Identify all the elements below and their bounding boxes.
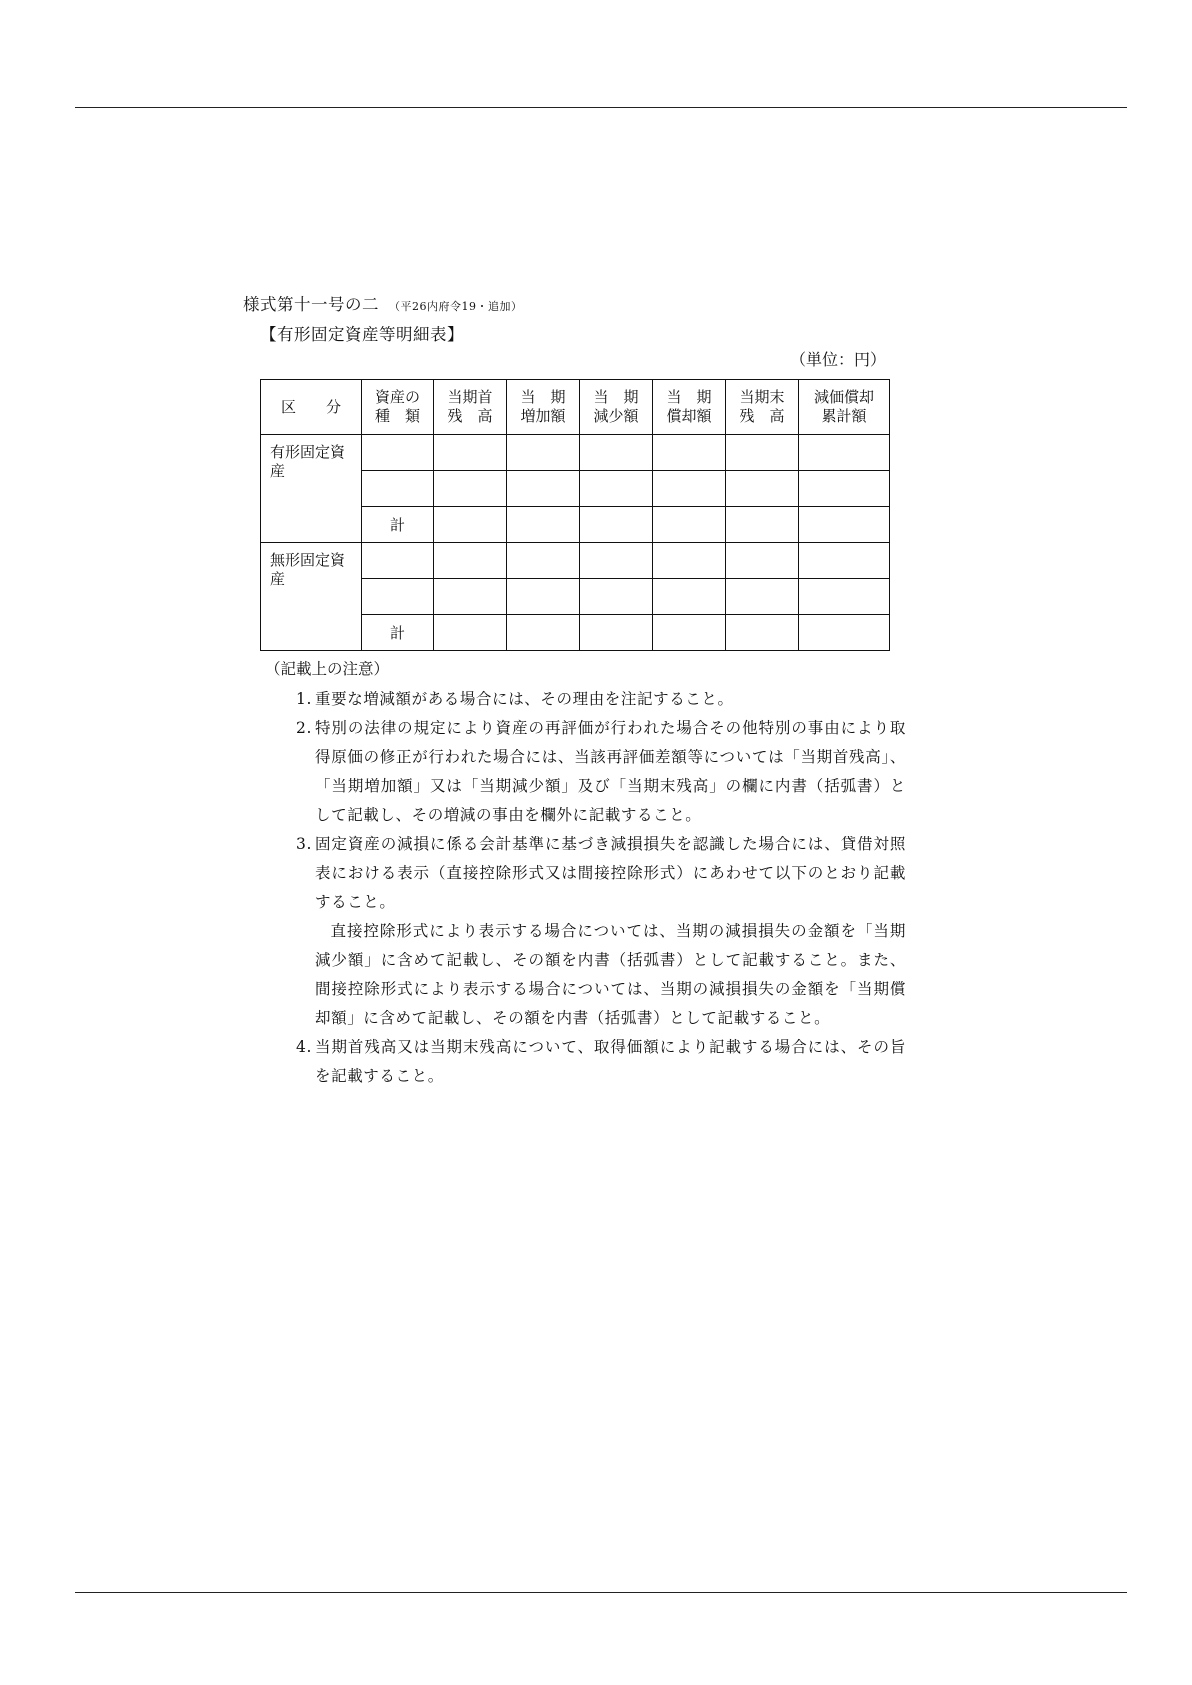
table-cell: [799, 615, 890, 651]
form-number: 様式第十一号の二: [243, 295, 379, 314]
note-text: 重要な増減額がある場合には、その理由を注記すること。: [315, 690, 734, 708]
table-cell: [653, 615, 726, 651]
note-number: 4.: [296, 1038, 312, 1056]
notes-title: （記載上の注意）: [265, 660, 390, 678]
note-item: [298, 714, 906, 830]
note-text: 特別の法律の規定により資産の再評価が行われた場合その他特別の事由により取得原価の修正が行われた場合には、当該再評価差額等については「当期首残高」、「当期増加額」又は「当期減少額」及び「当期末残高」の欄に内書（括弧書）として記載し、その増減の事由を欄外に記載すること。: [315, 719, 906, 824]
table-cell: [362, 543, 434, 579]
table-cell: [434, 579, 507, 615]
notes-list: [298, 685, 906, 1091]
header-opening-balance: 当期首 残 高: [434, 380, 507, 435]
table-cell: [799, 471, 890, 507]
header-closing-balance: 当期末 残 高: [726, 380, 799, 435]
table-row: [261, 435, 890, 471]
header-increase: 当 期 増加額: [507, 380, 580, 435]
form-number-line: [243, 291, 523, 315]
table-cell: [726, 435, 799, 471]
note-text: 当期首残高又は当期末残高について、取得価額により記載する場合には、その旨を記載すること。: [315, 1038, 906, 1085]
table-cell: [799, 579, 890, 615]
table-cell: [434, 435, 507, 471]
header-asset-type: 資産の 種 類: [362, 380, 434, 435]
table-cell: [726, 579, 799, 615]
header-row: [261, 380, 890, 435]
table-cell: [580, 471, 653, 507]
amendment-note: （平26内府令19・追加）: [389, 300, 523, 313]
header-accumulated-depreciation: 減価償却 累計額: [799, 380, 890, 435]
table-cell: [434, 507, 507, 543]
category-intangible: 無形固定資 産: [261, 543, 362, 651]
table-cell: [434, 615, 507, 651]
table-title: 【有形固定資産等明細表】: [260, 325, 464, 344]
footer-rule: [75, 1592, 1127, 1593]
header-decrease: 当 期 減少額: [580, 380, 653, 435]
table-cell: [580, 435, 653, 471]
table-cell: [362, 471, 434, 507]
note-item: [298, 830, 906, 1033]
table-cell: [726, 507, 799, 543]
note-text: 固定資産の減損に係る会計基準に基づき減損損失を認識した場合には、貸借対照表における表示（直接控除形式又は間接控除形式）にあわせて以下のとおり記載すること。: [315, 835, 906, 911]
table-cell: [580, 543, 653, 579]
table-cell: [580, 507, 653, 543]
table-cell: [726, 471, 799, 507]
table-cell: [653, 507, 726, 543]
table-cell: [799, 543, 890, 579]
table-row: [261, 543, 890, 579]
table-cell: [799, 435, 890, 471]
note-number: 1.: [296, 690, 312, 708]
table-cell: [726, 543, 799, 579]
table-cell: [507, 543, 580, 579]
note-number: 2.: [296, 719, 312, 737]
table-cell: [507, 615, 580, 651]
note-text-paragraph-2: 直接控除形式により表示する場合については、当期の減損損失の金額を「当期減少額」に含めて記載し、その額を内書（括弧書）として記載すること。また、間接控除形式により表示する場合については、当期の減損損失の金額を「当期償却額」に含めて記載し、その額を内書（括弧書）として記載すること。: [315, 922, 906, 1027]
table-cell: [580, 615, 653, 651]
note-number: 3.: [296, 835, 312, 853]
table-cell: [507, 471, 580, 507]
table-cell: [434, 471, 507, 507]
tangible-total-label: 計: [362, 507, 434, 543]
table-cell: [507, 435, 580, 471]
unit-label: （単位：円）: [790, 350, 887, 369]
table-cell: [434, 543, 507, 579]
intangible-total-label: 計: [362, 615, 434, 651]
table-cell: [580, 579, 653, 615]
note-item: [298, 1033, 906, 1091]
table-cell: [653, 435, 726, 471]
table-cell: [799, 507, 890, 543]
table-cell: [507, 579, 580, 615]
table-cell: [653, 471, 726, 507]
header-depreciation: 当 期 償却額: [653, 380, 726, 435]
table-cell: [653, 543, 726, 579]
table-cell: [726, 615, 799, 651]
table-cell: [362, 579, 434, 615]
table-cell: [507, 507, 580, 543]
note-item: [298, 685, 906, 714]
table-cell: [653, 579, 726, 615]
header-kubun: 区 分: [261, 380, 362, 435]
category-tangible: 有形固定資 産: [261, 435, 362, 543]
table-cell: [362, 435, 434, 471]
header-rule: [75, 107, 1127, 108]
fixed-asset-detail-table: [260, 379, 890, 651]
